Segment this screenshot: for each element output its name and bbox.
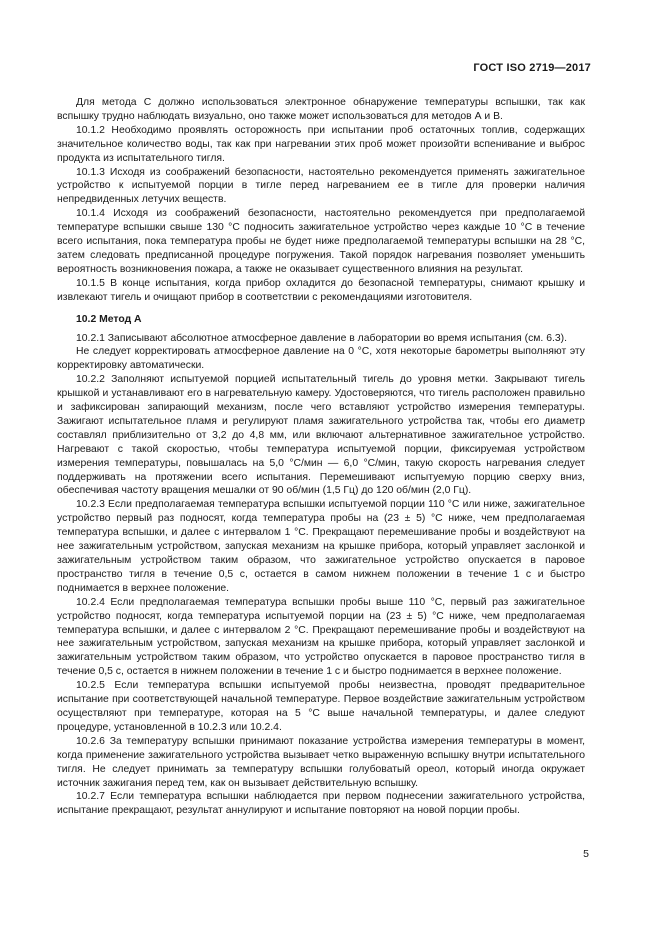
paragraph: 10.1.2 Необходимо проявлять осторожность при испытании проб остаточных топлив, содержащих значительное количество воды, так как при нагревании этих проб может произойти вспенивание и выброс продукта из испытательного тигля. xyxy=(57,124,585,164)
paragraph: 10.1.5 В конце испытания, когда прибор охладится до безопасной температуры, снимают крышку и извлекают тигель и очищают прибор в соответствии с рекомендациями изготовителя. xyxy=(57,277,585,303)
page-number: 5 xyxy=(583,848,589,860)
paragraph: 10.2.1 Записывают абсолютное атмосферное давление в лаборатории во время испытания (см. 6.3). xyxy=(76,332,567,344)
paragraph: 10.2.7 Если температура вспышки наблюдается при первом поднесении зажигательного устройства, испытание прекращают, результат аннулируют и испытание повторяют на новой порции пробы. xyxy=(57,791,585,817)
paragraph: 10.2.4 Если предполагаемая температура вспышки пробы выше 110 °С, первый раз зажигательное устройство подносят, когда температура испытуемой порции на (23 ± 5) °С ниже, чем предполагаемая температура вспышки, и далее с интервалом 2 °С. Прекращают перемешивание пробы и воздействуют на нее зажигательным устройством, запуская механизм на крышке прибора, который управляет заслонкой и зажигательным устройством таким образом, что устройство опускается в паровое пространство тигля в течение 0,5 с, остается в нижнем положении в течение 1 с и быстро поднимается в верхнее положение. xyxy=(57,596,585,678)
page-body xyxy=(57,96,585,818)
section-heading: 10.2 Метод А xyxy=(76,313,142,325)
paragraph: 10.2.5 Если температура вспышки испытуемой пробы неизвестна, проводят предварительное испытание при соответствующей начальной температуре. Первое воздействие зажигательным устройством осуществляют при температуре, которая на 5 °С выше начальной температуры, и далее следуют процедуре, установленной в 10.2.3 или 10.2.4. xyxy=(57,680,585,733)
paragraph: 10.2.3 Если предполагаемая температура вспышки испытуемой порции 110 °С или ниже, зажигательное устройство первый раз подносят, когда температура пробы на (23 ± 5) °С ниже, чем предполагаемая температура вспышки, и далее с интервалом 1 °С. Прекращают перемешивание пробы и воздействуют на нее зажигательным устройством, запуская механизм на крышке прибора, который управляет заслонкой и зажигательным устройством таким образом, что зажигательное устройство опускается в паровое пространство тигля в течение 0,5 с, остается в самом нижнем положении в течение 1 с и быстро поднимается в верхнее положение. xyxy=(57,499,585,594)
paragraph: Для метода С должно использоваться электронное обнаружение температуры вспышки, так как вспышку трудно наблюдать визуально, оно также может использоваться для методов А и В. xyxy=(57,97,585,122)
paragraph: 10.2.2 Заполняют испытуемой порцией испытательный тигель до уровня метки. Закрывают тигель крышкой и устанавливают его в нагревательную камеру. Удостоверяются, что тигель расположен правильно и зафиксирован запирающий механизм, после чего вставляют устройство измерения температуры. Зажигают испытательное пламя и регулируют пламя зажигательного устройства так, чтобы его диаметр составлял приблизительно от 3,2 до 4,8 мм, или включают альтернативное зажигательное устройство. Нагревают с такой скоростью, чтобы температура испытуемой порции, фиксируемая устройством измерения температуры, повышалась на 5,0 °С/мин — 6,0 °С/мин, такую скорость нагревания следует поддерживать на протяжении всего испытания. Перемешивают испытуемую порцию сверху вниз, обеспечивая частоту вращения мешалки от 90 об/мин (1,5 Гц) до 120 об/мин (2,0 Гц). xyxy=(57,374,585,497)
document-header: ГОСТ ISO 2719—2017 xyxy=(473,62,591,74)
paragraph: 10.1.3 Исходя из соображений безопасности, настоятельно рекомендуется применять зажигательное устройство к испытуемой порции в тигле перед нагреванием ее в тигле для проверки наличия непредвиденных летучих веществ. xyxy=(57,166,585,206)
paragraph: 10.2.6 За температуру вспышки принимают показание устройства измерения температуры в момент, когда применение зажигательного устройства вызывает четко выраженную вспышку внутри испытательного тигля. Не следует принимать за температуру вспышки голубоватый ореол, который иногда окружает источник зажигания перед тем, как он вызывает действительную вспышку. xyxy=(57,735,585,789)
paragraph: 10.1.4 Исходя из соображений безопасности, настоятельно рекомендуется при предполагаемой температуре вспышки свыше 130 °С подносить зажигательное устройство через каждые 10 °С в течение всего испытания, пока температура пробы не будет ниже предполагаемой температуры вспышки на 28 °С, затем следовать предписанной процедуре погружения. Такой порядок нагревания позволяет уменьшить вероятность возникновения пожара, а также не оказывает существенного влияния на результат. xyxy=(57,208,585,275)
paragraph: Не следует корректировать атмосферное давление на 0 °С, хотя некоторые барометры выполняют эту корректировку автоматически. xyxy=(57,346,585,372)
